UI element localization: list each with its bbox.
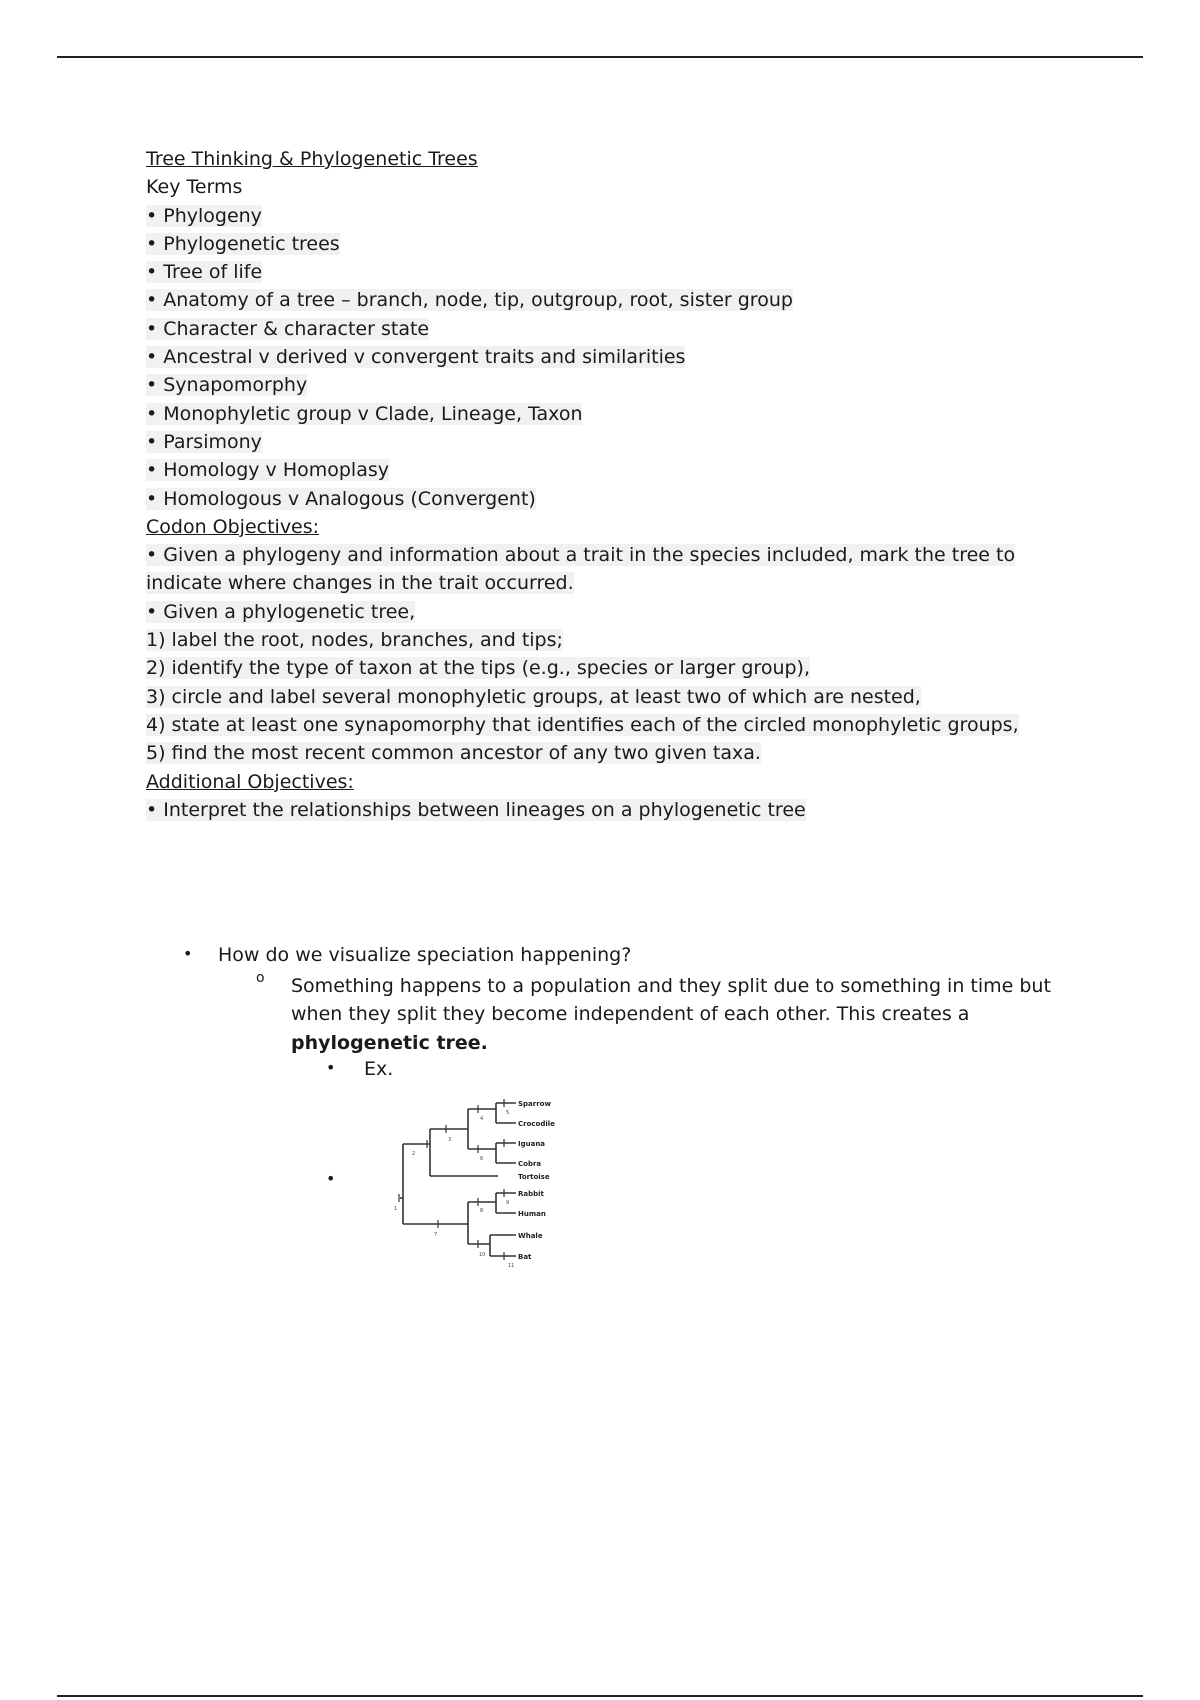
answer-text bbox=[291, 972, 1051, 1057]
taxon-label: Crocodile bbox=[518, 1120, 555, 1128]
taxon-label: Whale bbox=[518, 1232, 543, 1240]
taxon-label: Cobra bbox=[518, 1160, 542, 1168]
codon-objective: 3) circle and label several monophyletic groups, at least two of which are nested, bbox=[146, 685, 921, 708]
taxon-label: Bat bbox=[518, 1253, 532, 1261]
key-terms-list bbox=[146, 202, 1066, 513]
key-term: • Homology v Homoplasy bbox=[146, 459, 389, 482]
tree-branches bbox=[400, 1103, 516, 1256]
answer-text-plain: Something happens to a population and they split due to something in time but when they split they become independent of each other. This creates a bbox=[291, 975, 1051, 1026]
answer-text-bold: phylogenetic tree. bbox=[291, 1031, 488, 1054]
footer-rule bbox=[57, 1695, 1143, 1697]
codon-objective: 1) label the root, nodes, branches, and tips; bbox=[146, 629, 563, 652]
notes-title: Tree Thinking & Phylogenetic Trees bbox=[146, 148, 478, 170]
codon-objective: indicate where changes in the trait occurred. bbox=[146, 572, 574, 595]
codon-objectives-heading: Codon Objectives: bbox=[146, 515, 320, 538]
key-term: • Phylogenetic trees bbox=[146, 232, 340, 255]
bullet-glyph: • bbox=[183, 944, 193, 963]
example-label: Ex. bbox=[364, 1058, 394, 1080]
codon-objectives-list bbox=[146, 541, 1066, 767]
key-term: • Parsimony bbox=[146, 430, 262, 453]
codon-objective: • Given a phylogeny and information about a trait in the species included, mark the tree to bbox=[146, 544, 1016, 567]
sub-bullet-glyph: o bbox=[256, 970, 265, 986]
key-term: • Phylogeny bbox=[146, 204, 262, 227]
key-term: • Ancestral v derived v convergent traits and similarities bbox=[146, 346, 686, 369]
tree-node-labels bbox=[394, 1110, 514, 1269]
bullet-glyph: • bbox=[326, 1169, 336, 1188]
tree-taxa-labels bbox=[518, 1100, 555, 1261]
key-term: • Character & character state bbox=[146, 317, 430, 340]
taxon-label: Human bbox=[518, 1210, 546, 1218]
node-label: 2 bbox=[412, 1151, 416, 1157]
additional-objective: • Interpret the relationships between lineages on a phylogenetic tree bbox=[146, 798, 806, 821]
lecture-notes bbox=[146, 145, 1066, 824]
question-text: How do we visualize speciation happening? bbox=[218, 944, 632, 966]
taxon-label: Iguana bbox=[518, 1140, 546, 1148]
codon-objective: 2) identify the type of taxon at the tips (e.g., species or larger group), bbox=[146, 657, 811, 680]
key-term: • Homologous v Analogous (Convergent) bbox=[146, 487, 536, 510]
key-term: • Anatomy of a tree – branch, node, tip, outgroup, root, sister group bbox=[146, 289, 793, 312]
key-term: • Tree of life bbox=[146, 261, 263, 284]
key-terms-heading: Key Terms bbox=[146, 176, 243, 199]
additional-objectives-heading: Additional Objectives: bbox=[146, 770, 354, 793]
node-label: 11 bbox=[508, 1263, 515, 1269]
node-label: 1 bbox=[394, 1206, 398, 1212]
node-label: 10 bbox=[479, 1252, 486, 1258]
node-label: 5 bbox=[506, 1110, 510, 1116]
taxon-label: Rabbit bbox=[518, 1190, 544, 1198]
key-term: • Monophyletic group v Clade, Lineage, Taxon bbox=[146, 402, 583, 425]
bullet-glyph: • bbox=[326, 1058, 336, 1077]
node-label: 9 bbox=[506, 1200, 510, 1206]
codon-objective: • Given a phylogenetic tree, bbox=[146, 600, 416, 623]
header-rule bbox=[57, 56, 1143, 58]
taxon-label: Sparrow bbox=[518, 1100, 551, 1108]
node-label: 4 bbox=[480, 1116, 484, 1122]
node-label: 7 bbox=[434, 1232, 438, 1238]
codon-objective: 5) find the most recent common ancestor of any two given taxa. bbox=[146, 742, 761, 765]
node-label: 6 bbox=[480, 1156, 484, 1162]
taxon-label: Tortoise bbox=[518, 1173, 550, 1181]
node-label: 3 bbox=[448, 1137, 452, 1143]
key-term: • Synapomorphy bbox=[146, 374, 308, 397]
codon-objective: 4) state at least one synapomorphy that identifies each of the circled monophyletic groups, bbox=[146, 713, 1019, 736]
node-label: 8 bbox=[480, 1208, 484, 1214]
tree-tick-marks bbox=[399, 1099, 504, 1260]
phylogenetic-tree-figure bbox=[368, 1088, 580, 1278]
